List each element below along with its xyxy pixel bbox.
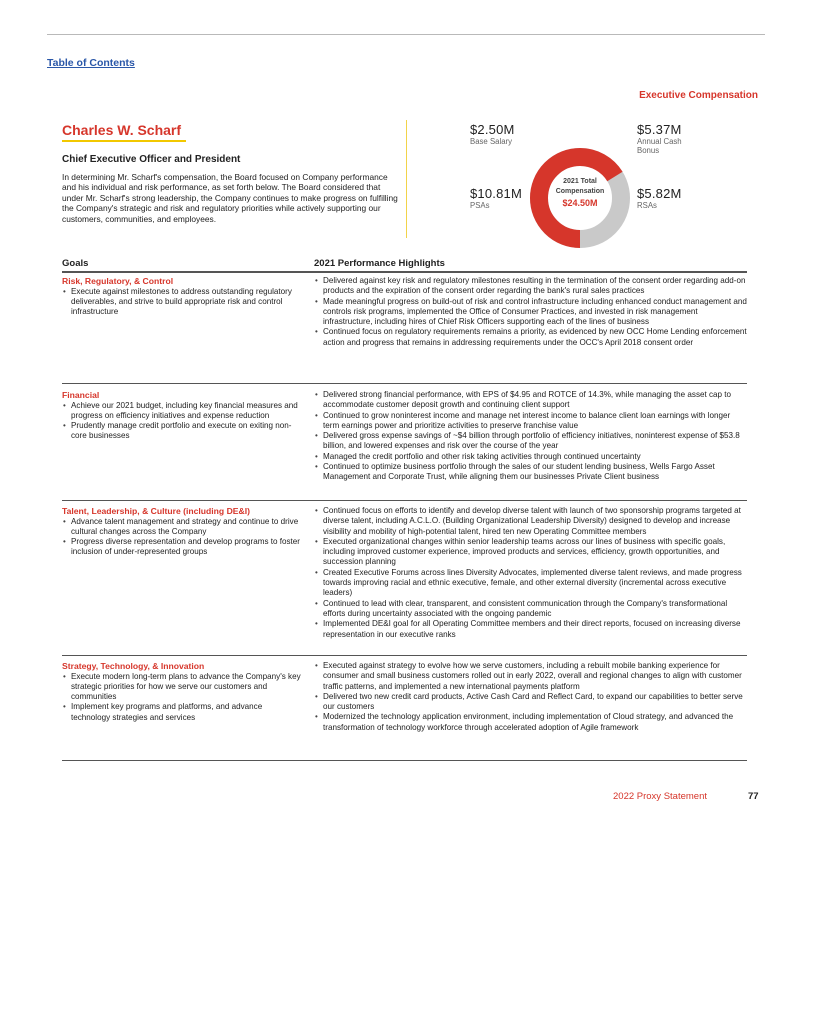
goal-category: Strategy, Technology, & Innovation [62,661,205,671]
highlights-list [314,390,747,483]
total-compensation-donut [528,146,632,250]
comp-value: $2.50M [470,122,515,137]
page-number: 77 [748,791,759,802]
footer-rule [62,760,747,761]
list-item: • Achieve our 2021 budget, including key financial measures and progress on efficiency initiatives and expense reduction [71,401,302,422]
highlights-list [314,506,747,640]
comp-label: Annual Cash Bonus [637,137,682,155]
list-item: • Execute against milestones to address outstanding regulatory deliverables, and strive to build appropriate risk and control infrastructure [71,287,302,318]
goal-category: Risk, Regulatory, & Control [62,276,174,286]
highlights-list [314,276,747,348]
comp-label: Base Salary [470,137,513,146]
comp-psas [470,186,522,210]
list-item: • Execute modern long-term plans to advance the Company's key strategic priorities for how we serve our customers and communities [71,672,302,703]
list-item: • Delivered against key risk and regulatory milestones resulting in the termination of the consent order regarding add-on products and the expiration of the consent order regarding the bank's rural sales practices [323,276,747,297]
list-item: • Advance talent management and strategy and continue to drive cultural changes across the Company [71,517,302,538]
footer-document-name: 2022 Proxy Statement [613,791,707,802]
highlights-cell [314,661,747,733]
list-item: • Modernized the technology application environment, including implementation of Cloud strategy, and advanced the transformation of technology workforce through accelerated adoption of Agile framework [323,712,747,733]
comp-value: $5.82M [637,186,682,201]
list-item: • Executed organizational changes within senior leadership teams across our lines of business with specific goals, including improved customer experience, improved products and services, efficiency, growth opportunities, and succession planning [323,537,747,568]
list-item: • Delivered gross expense savings of ~$4 billion through portfolio of efficiency initiatives, noninterest expense of $53.8 billion, and lowered expenses and risk over the course of the year [323,431,747,452]
goals-list [62,672,302,723]
list-item: • Implement key programs and platforms, and advance technology strategies and services [71,702,302,723]
list-item: • Managed the credit portfolio and other risk taking activities through continued uncertainty [323,452,747,462]
section-label: Executive Compensation [639,90,758,101]
goals-cell [62,661,302,723]
highlights-cell [314,276,747,348]
comp-label: RSAs [637,201,657,210]
comp-label: PSAs [470,201,490,210]
highlights-cell [314,390,747,483]
highlights-column-header: 2021 Performance Highlights [314,258,445,269]
executive-title: Chief Executive Officer and President [62,154,241,165]
row-rule [62,655,747,656]
comp-rsas [637,186,682,210]
table-of-contents-link[interactable]: Table of Contents [47,57,135,69]
goal-category: Financial [62,390,100,400]
list-item: • Made meaningful progress on build-out of risk and control infrastructure including enhanced conduct management and controls risk programs, implemented the Office of Consumer Practices, and invested in risk management infrastructure, including hires of Chief Risk Officers supporting each of the lines of business [323,297,747,328]
list-item: • Continued focus on efforts to identify and develop diverse talent with launch of two sponsorship programs targeted at diverse talent, including A.C.L.O. (Building Organizational Leadership Diversity) designed to develop and increase visibility and mobility of high-potential talent, hired ten new Operating Committee members [323,506,747,537]
goals-list [62,287,302,318]
row-rule [62,383,747,384]
comp-value: $10.81M [470,186,522,201]
list-item: • Progress diverse representation and develop programs to foster inclusion of under-represented groups [71,537,302,558]
list-item: • Created Executive Forums across lines Diversity Advocates, implemented diverse talent reviews, and made progress towards improving racial and ethnic executive, female, and other external diversity (incremental across executive leaders) [323,568,747,599]
highlights-cell [314,506,747,640]
header-rule [62,271,747,273]
goals-list [62,517,302,558]
comp-base-salary [470,122,530,146]
comp-annual-bonus [637,122,697,155]
list-item: • Delivered strong financial performance, with EPS of $4.95 and ROTCE of 14.3%, while managing the asset cap to accommodate customer deposit growth and continuing client support [323,390,747,411]
list-item: • Delivered two new credit card products, Active Cash Card and Reflect Card, to expand our capabilities to better serve our customers [323,692,747,713]
goals-cell [62,276,302,317]
list-item: • Prudently manage credit portfolio and execute on exiting non-core businesses [71,421,302,442]
goal-category: Talent, Leadership, & Culture (including DE&I) [62,506,250,516]
list-item: • Executed against strategy to evolve how we serve customers, including a rebuilt mobile banking experience for consumer and small business customers rolled out in early 2022, overall and regional changes to align with customer traffic patterns, and implemented a new international payments platform [323,661,747,692]
list-item: • Continued to optimize business portfolio through the sales of our student lending business, Wells Fargo Asset Management and Corporate Trust, while aligning them our businesses Private Client business [323,462,747,483]
list-item: • Continued to grow noninterest income and manage net interest income to balance client loan earnings with longer term earnings power and prioritize activities to preserve franchise value [323,411,747,432]
list-item: • Continued focus on regulatory requirements remains a priority, as evidenced by new OCC Home Lending enforcement action and progress that remains in addressing requirements under the OCC's April 2018 consent order [323,327,747,348]
intro-paragraph: In determining Mr. Scharf's compensation, the Board focused on Company performance and his individual and risk performance, as set forth below. The Board considered that under Mr. Scharf's strong leadership, the Company continues to make progress on fulfilling the Company's strategic and risk and regulatory priorities while actively supporting our customers, communities, and employees. [62,172,398,224]
vertical-divider [406,120,407,238]
list-item: • Continued to lead with clear, transparent, and consistent communication through the Company's transformational efforts during uncertainty associated with the ongoing pandemic [323,599,747,620]
donut-center-label: 2021 Total [563,178,597,185]
donut-center-label-2: Compensation [555,188,605,195]
goals-column-header: Goals [62,258,89,269]
row-rule [62,500,747,501]
top-rule [47,34,765,35]
executive-name: Charles W. Scharf [62,122,182,138]
donut-center-value: $24.50M [562,198,598,208]
goals-cell [62,506,302,558]
list-item: • Implemented DE&I goal for all Operating Committee members and their direct reports, focused on increasing diverse representation in our executive ranks [323,619,747,640]
goals-list [62,401,302,442]
highlights-list [314,661,747,733]
comp-value: $5.37M [637,122,682,137]
name-underline [62,140,186,142]
goals-cell [62,390,302,442]
